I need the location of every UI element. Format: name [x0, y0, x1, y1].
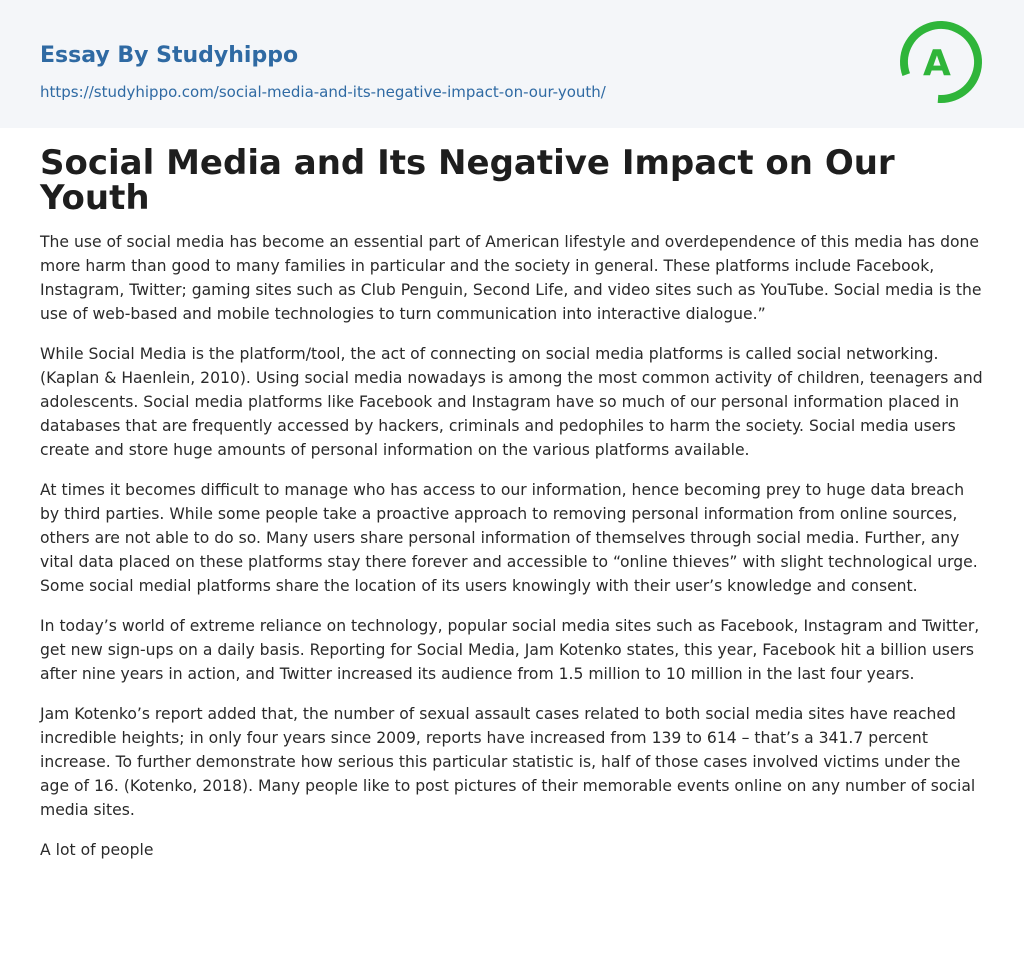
article-title: Social Media and Its Negative Impact on Our Youth [40, 143, 895, 218]
article-paragraph: At times it becomes difficult to manage who has access to our information, hence becoming prey to huge data breach by third parties. While some people take a proactive approach to removing personal information from online sources, others are not able to do so. Many users share personal information of themselves through social media. Further, any vital data placed on these platforms stay there forever and accessible to “online thieves” with slight technological urge. Some social medial platforms share the location of its users knowingly with their user’s knowledge and consent. [40, 481, 978, 595]
article-paragraph: Jam Kotenko’s report added that, the number of sexual assault cases related to both social media sites have reached incredible heights; in only four years since 2009, reports have increased from 139 to 614 – that’s a 341.7 percent increase. To further demonstrate how serious this particular statistic is, half of those cases involved victims under the age of 16. (Kotenko, 2018). Many people like to post pictures of their memorable events online on any number of social media sites. [40, 705, 976, 819]
article-paragraph: In today’s world of extreme reliance on technology, popular social media sites such as Facebook, Instagram and Twitter, get new sign-ups on a daily basis. Reporting for Social Media, Jam Kotenko states, this year, Facebook hit a billion users after nine years in action, and Twitter increased its audience from 1.5 million to 10 million in the last four years. [40, 617, 980, 683]
article-paragraph: A lot of people [40, 841, 154, 859]
article [0, 128, 1024, 862]
essay-url-link[interactable]: https://studyhippo.com/social-media-and-its-negative-impact-on-our-youth/ [40, 83, 606, 101]
studyhippo-logo-icon[interactable] [898, 19, 984, 105]
site-header [0, 0, 1024, 128]
logo-letter: A [923, 43, 951, 84]
brand-title[interactable]: Essay By Studyhippo [40, 43, 299, 68]
article-paragraph: The use of social media has become an essential part of American lifestyle and overdependence of this media has done more harm than good to many families in particular and the society in general. These platforms include Facebook, Instagram, Twitter; gaming sites such as Club Penguin, Second Life, and video sites such as YouTube. Social media is the use of web-based and mobile technologies to turn communication into interactive dialogue.” [40, 233, 982, 323]
article-paragraph: While Social Media is the platform/tool, the act of connecting on social media platforms is called social networking. (Kaplan & Haenlein, 2010). Using social media nowadays is among the most common activity of children, teenagers and adolescents. Social media platforms like Facebook and Instagram have so much of our personal information placed in databases that are frequently accessed by hackers, criminals and pedophiles to harm the society. Social media users create and store huge amounts of personal information on the various platforms available. [40, 345, 983, 459]
